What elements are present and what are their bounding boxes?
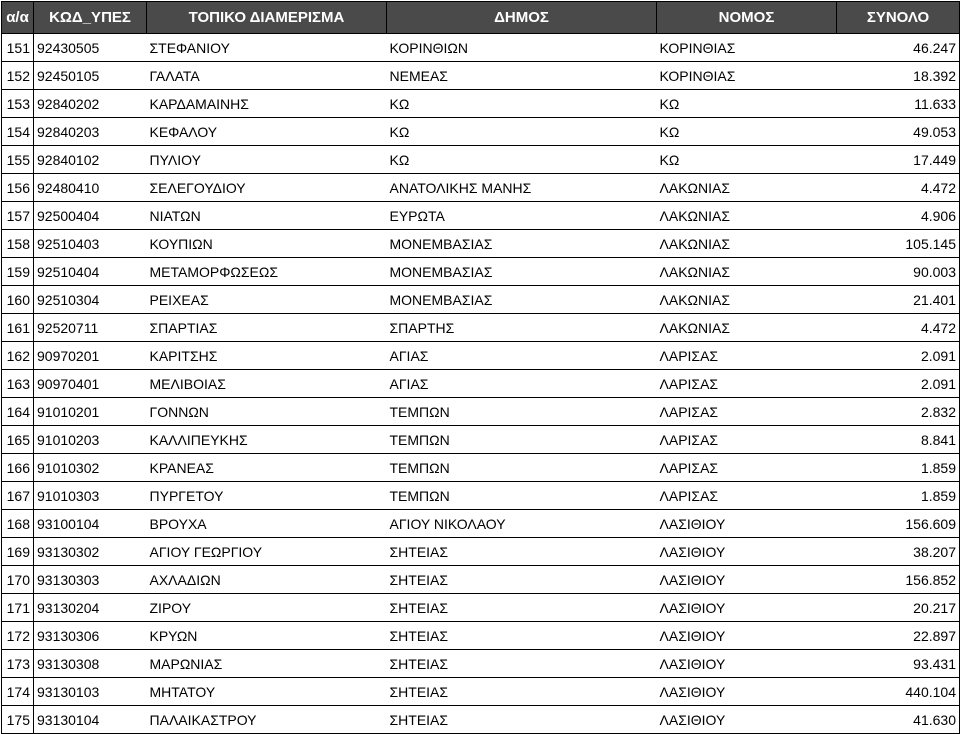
- cell-synolo: 41.630: [837, 706, 960, 734]
- cell-kod-ypes: 92430505: [34, 34, 147, 62]
- cell-synolo: 11.633: [837, 90, 960, 118]
- table-row: [2, 62, 960, 90]
- cell-aa: 169: [2, 538, 34, 566]
- cell-topiko-diamerisma: ΜΗΤΑΤΟΥ: [147, 678, 387, 706]
- cell-topiko-diamerisma: ΚΡΑΝΕΑΣ: [147, 454, 387, 482]
- cell-topiko-diamerisma: ΣΕΛΕΓΟΥΔΙΟΥ: [147, 174, 387, 202]
- cell-synolo: 17.449: [837, 146, 960, 174]
- cell-dimos: ΑΝΑΤΟΛΙΚΗΣ ΜΑΝΗΣ: [387, 174, 657, 202]
- cell-synolo: 4.906: [837, 202, 960, 230]
- cell-synolo: 46.247: [837, 34, 960, 62]
- cell-kod-ypes: 93130104: [34, 706, 147, 734]
- table-row: [2, 426, 960, 454]
- table-row: [2, 146, 960, 174]
- cell-topiko-diamerisma: ΚΑΡΙΤΣΗΣ: [147, 342, 387, 370]
- table-row: [2, 650, 960, 678]
- cell-aa: 157: [2, 202, 34, 230]
- cell-synolo: 4.472: [837, 174, 960, 202]
- table-row: [2, 594, 960, 622]
- cell-dimos: ΝΕΜΕΑΣ: [387, 62, 657, 90]
- cell-nomos: ΛΑΚΩΝΙΑΣ: [657, 258, 837, 286]
- cell-synolo: 4.472: [837, 314, 960, 342]
- header-topiko-diamerisma: ΤΟΠΙΚΟ ΔΙΑΜΕΡΙΣΜΑ: [147, 2, 387, 34]
- table-row: [2, 174, 960, 202]
- cell-nomos: ΛΑΚΩΝΙΑΣ: [657, 202, 837, 230]
- cell-dimos: ΣΠΑΡΤΗΣ: [387, 314, 657, 342]
- cell-synolo: 8.841: [837, 426, 960, 454]
- cell-kod-ypes: 92840202: [34, 90, 147, 118]
- cell-synolo: 2.832: [837, 398, 960, 426]
- cell-aa: 151: [2, 34, 34, 62]
- cell-nomos: ΛΑΚΩΝΙΑΣ: [657, 174, 837, 202]
- cell-kod-ypes: 92520711: [34, 314, 147, 342]
- cell-kod-ypes: 90970201: [34, 342, 147, 370]
- cell-topiko-diamerisma: ΚΟΥΠΙΩΝ: [147, 230, 387, 258]
- cell-aa: 168: [2, 510, 34, 538]
- cell-kod-ypes: 93130308: [34, 650, 147, 678]
- cell-synolo: 49.053: [837, 118, 960, 146]
- cell-nomos: ΛΑΚΩΝΙΑΣ: [657, 314, 837, 342]
- cell-aa: 175: [2, 706, 34, 734]
- cell-kod-ypes: 93130306: [34, 622, 147, 650]
- cell-kod-ypes: 92450105: [34, 62, 147, 90]
- cell-kod-ypes: 92510404: [34, 258, 147, 286]
- cell-kod-ypes: 92510304: [34, 286, 147, 314]
- cell-kod-ypes: 92500404: [34, 202, 147, 230]
- cell-topiko-diamerisma: ΓΑΛΑΤΑ: [147, 62, 387, 90]
- table-row: [2, 566, 960, 594]
- table-row: [2, 398, 960, 426]
- cell-kod-ypes: 93130303: [34, 566, 147, 594]
- cell-aa: 162: [2, 342, 34, 370]
- cell-nomos: ΛΑΚΩΝΙΑΣ: [657, 286, 837, 314]
- cell-kod-ypes: 93100104: [34, 510, 147, 538]
- table-row: [2, 678, 960, 706]
- cell-kod-ypes: 91010302: [34, 454, 147, 482]
- cell-topiko-diamerisma: ΝΙΑΤΩΝ: [147, 202, 387, 230]
- table-row: [2, 538, 960, 566]
- cell-dimos: ΤΕΜΠΩΝ: [387, 426, 657, 454]
- cell-aa: 173: [2, 650, 34, 678]
- cell-aa: 154: [2, 118, 34, 146]
- cell-aa: 153: [2, 90, 34, 118]
- cell-topiko-diamerisma: ΡΕΙΧΕΑΣ: [147, 286, 387, 314]
- cell-synolo: 1.859: [837, 454, 960, 482]
- cell-nomos: ΛΑΚΩΝΙΑΣ: [657, 230, 837, 258]
- cell-topiko-diamerisma: ΜΑΡΩΝΙΑΣ: [147, 650, 387, 678]
- cell-synolo: 2.091: [837, 342, 960, 370]
- cell-synolo: 21.401: [837, 286, 960, 314]
- cell-topiko-diamerisma: ΖΙΡΟΥ: [147, 594, 387, 622]
- cell-topiko-diamerisma: ΒΡΟΥΧΑ: [147, 510, 387, 538]
- cell-topiko-diamerisma: ΠΑΛΑΙΚΑΣΤΡΟΥ: [147, 706, 387, 734]
- cell-nomos: ΚΩ: [657, 146, 837, 174]
- cell-kod-ypes: 92840203: [34, 118, 147, 146]
- cell-topiko-diamerisma: ΣΤΕΦΑΝΙΟΥ: [147, 34, 387, 62]
- table-row: [2, 258, 960, 286]
- cell-topiko-diamerisma: ΠΥΡΓΕΤΟΥ: [147, 482, 387, 510]
- cell-synolo: 156.852: [837, 566, 960, 594]
- table-row: [2, 342, 960, 370]
- cell-nomos: ΛΑΣΙΘΙΟΥ: [657, 594, 837, 622]
- cell-kod-ypes: 91010203: [34, 426, 147, 454]
- table-row: [2, 118, 960, 146]
- header-synolo: ΣΥΝΟΛΟ: [837, 2, 960, 34]
- cell-dimos: ΜΟΝΕΜΒΑΣΙΑΣ: [387, 286, 657, 314]
- cell-nomos: ΛΑΡΙΣΑΣ: [657, 454, 837, 482]
- cell-kod-ypes: 92480410: [34, 174, 147, 202]
- table-row: [2, 706, 960, 734]
- cell-topiko-diamerisma: ΜΕΛΙΒΟΙΑΣ: [147, 370, 387, 398]
- cell-dimos: ΣΗΤΕΙΑΣ: [387, 706, 657, 734]
- cell-nomos: ΛΑΡΙΣΑΣ: [657, 370, 837, 398]
- cell-nomos: ΛΑΡΙΣΑΣ: [657, 398, 837, 426]
- cell-synolo: 156.609: [837, 510, 960, 538]
- cell-aa: 163: [2, 370, 34, 398]
- cell-synolo: 440.104: [837, 678, 960, 706]
- cell-dimos: ΜΟΝΕΜΒΑΣΙΑΣ: [387, 258, 657, 286]
- cell-dimos: ΣΗΤΕΙΑΣ: [387, 566, 657, 594]
- cell-kod-ypes: 91010201: [34, 398, 147, 426]
- header-row: [2, 2, 960, 34]
- cell-nomos: ΚΟΡΙΝΘΙΑΣ: [657, 62, 837, 90]
- table-row: [2, 286, 960, 314]
- cell-kod-ypes: 93130103: [34, 678, 147, 706]
- table-row: [2, 510, 960, 538]
- cell-dimos: ΤΕΜΠΩΝ: [387, 454, 657, 482]
- header-aa: α/α: [2, 2, 34, 34]
- cell-aa: 152: [2, 62, 34, 90]
- cell-dimos: ΣΗΤΕΙΑΣ: [387, 678, 657, 706]
- cell-aa: 164: [2, 398, 34, 426]
- cell-dimos: ΑΓΙΟΥ ΝΙΚΟΛΑΟΥ: [387, 510, 657, 538]
- cell-topiko-diamerisma: ΑΓΙΟΥ ΓΕΩΡΓΙΟΥ: [147, 538, 387, 566]
- table-row: [2, 622, 960, 650]
- cell-topiko-diamerisma: ΑΧΛΑΔΙΩΝ: [147, 566, 387, 594]
- cell-nomos: ΚΩ: [657, 90, 837, 118]
- cell-synolo: 20.217: [837, 594, 960, 622]
- cell-nomos: ΛΑΣΙΘΙΟΥ: [657, 650, 837, 678]
- cell-kod-ypes: 90970401: [34, 370, 147, 398]
- cell-dimos: ΚΩ: [387, 146, 657, 174]
- cell-topiko-diamerisma: ΚΕΦΑΛΟΥ: [147, 118, 387, 146]
- cell-dimos: ΜΟΝΕΜΒΑΣΙΑΣ: [387, 230, 657, 258]
- cell-dimos: ΤΕΜΠΩΝ: [387, 398, 657, 426]
- cell-dimos: ΕΥΡΩΤΑ: [387, 202, 657, 230]
- table-row: [2, 370, 960, 398]
- table-row: [2, 314, 960, 342]
- cell-topiko-diamerisma: ΚΡΥΩΝ: [147, 622, 387, 650]
- cell-dimos: ΚΩ: [387, 90, 657, 118]
- cell-nomos: ΛΑΣΙΘΙΟΥ: [657, 566, 837, 594]
- data-table: [1, 1, 960, 734]
- cell-nomos: ΛΑΣΙΘΙΟΥ: [657, 678, 837, 706]
- cell-aa: 159: [2, 258, 34, 286]
- cell-nomos: ΛΑΡΙΣΑΣ: [657, 426, 837, 454]
- cell-kod-ypes: 91010303: [34, 482, 147, 510]
- table-row: [2, 454, 960, 482]
- cell-aa: 158: [2, 230, 34, 258]
- header-kod-ypes: ΚΩΔ_ΥΠΕΣ: [34, 2, 147, 34]
- header-nomos: ΝΟΜΟΣ: [657, 2, 837, 34]
- cell-topiko-diamerisma: ΚΑΛΛΙΠΕΥΚΗΣ: [147, 426, 387, 454]
- cell-aa: 167: [2, 482, 34, 510]
- cell-topiko-diamerisma: ΜΕΤΑΜΟΡΦΩΣΕΩΣ: [147, 258, 387, 286]
- header-dimos: ΔΗΜΟΣ: [387, 2, 657, 34]
- cell-synolo: 105.145: [837, 230, 960, 258]
- cell-synolo: 90.003: [837, 258, 960, 286]
- cell-dimos: ΣΗΤΕΙΑΣ: [387, 594, 657, 622]
- table-row: [2, 34, 960, 62]
- table-row: [2, 90, 960, 118]
- cell-dimos: ΣΗΤΕΙΑΣ: [387, 650, 657, 678]
- cell-nomos: ΚΟΡΙΝΘΙΑΣ: [657, 34, 837, 62]
- cell-kod-ypes: 93130302: [34, 538, 147, 566]
- cell-dimos: ΣΗΤΕΙΑΣ: [387, 538, 657, 566]
- cell-aa: 155: [2, 146, 34, 174]
- cell-dimos: ΚΩ: [387, 118, 657, 146]
- cell-synolo: 93.431: [837, 650, 960, 678]
- cell-nomos: ΛΑΣΙΘΙΟΥ: [657, 706, 837, 734]
- cell-kod-ypes: 92840102: [34, 146, 147, 174]
- cell-aa: 166: [2, 454, 34, 482]
- cell-aa: 156: [2, 174, 34, 202]
- table-row: [2, 482, 960, 510]
- cell-aa: 160: [2, 286, 34, 314]
- cell-aa: 161: [2, 314, 34, 342]
- cell-kod-ypes: 92510403: [34, 230, 147, 258]
- cell-synolo: 38.207: [837, 538, 960, 566]
- cell-dimos: ΣΗΤΕΙΑΣ: [387, 622, 657, 650]
- cell-synolo: 18.392: [837, 62, 960, 90]
- cell-aa: 170: [2, 566, 34, 594]
- cell-dimos: ΑΓΙΑΣ: [387, 370, 657, 398]
- cell-synolo: 22.897: [837, 622, 960, 650]
- cell-aa: 172: [2, 622, 34, 650]
- cell-nomos: ΚΩ: [657, 118, 837, 146]
- cell-dimos: ΤΕΜΠΩΝ: [387, 482, 657, 510]
- cell-aa: 165: [2, 426, 34, 454]
- cell-dimos: ΚΟΡΙΝΘΙΩΝ: [387, 34, 657, 62]
- cell-topiko-diamerisma: ΠΥΛΙΟΥ: [147, 146, 387, 174]
- cell-aa: 174: [2, 678, 34, 706]
- table-row: [2, 230, 960, 258]
- cell-nomos: ΛΑΣΙΘΙΟΥ: [657, 622, 837, 650]
- cell-topiko-diamerisma: ΓΟΝΝΩΝ: [147, 398, 387, 426]
- cell-topiko-diamerisma: ΚΑΡΔΑΜΑΙΝΗΣ: [147, 90, 387, 118]
- table-row: [2, 202, 960, 230]
- cell-nomos: ΛΑΡΙΣΑΣ: [657, 342, 837, 370]
- cell-synolo: 2.091: [837, 370, 960, 398]
- cell-nomos: ΛΑΡΙΣΑΣ: [657, 482, 837, 510]
- cell-aa: 171: [2, 594, 34, 622]
- cell-kod-ypes: 93130204: [34, 594, 147, 622]
- cell-synolo: 1.859: [837, 482, 960, 510]
- cell-nomos: ΛΑΣΙΘΙΟΥ: [657, 538, 837, 566]
- cell-dimos: ΑΓΙΑΣ: [387, 342, 657, 370]
- cell-nomos: ΛΑΣΙΘΙΟΥ: [657, 510, 837, 538]
- cell-topiko-diamerisma: ΣΠΑΡΤΙΑΣ: [147, 314, 387, 342]
